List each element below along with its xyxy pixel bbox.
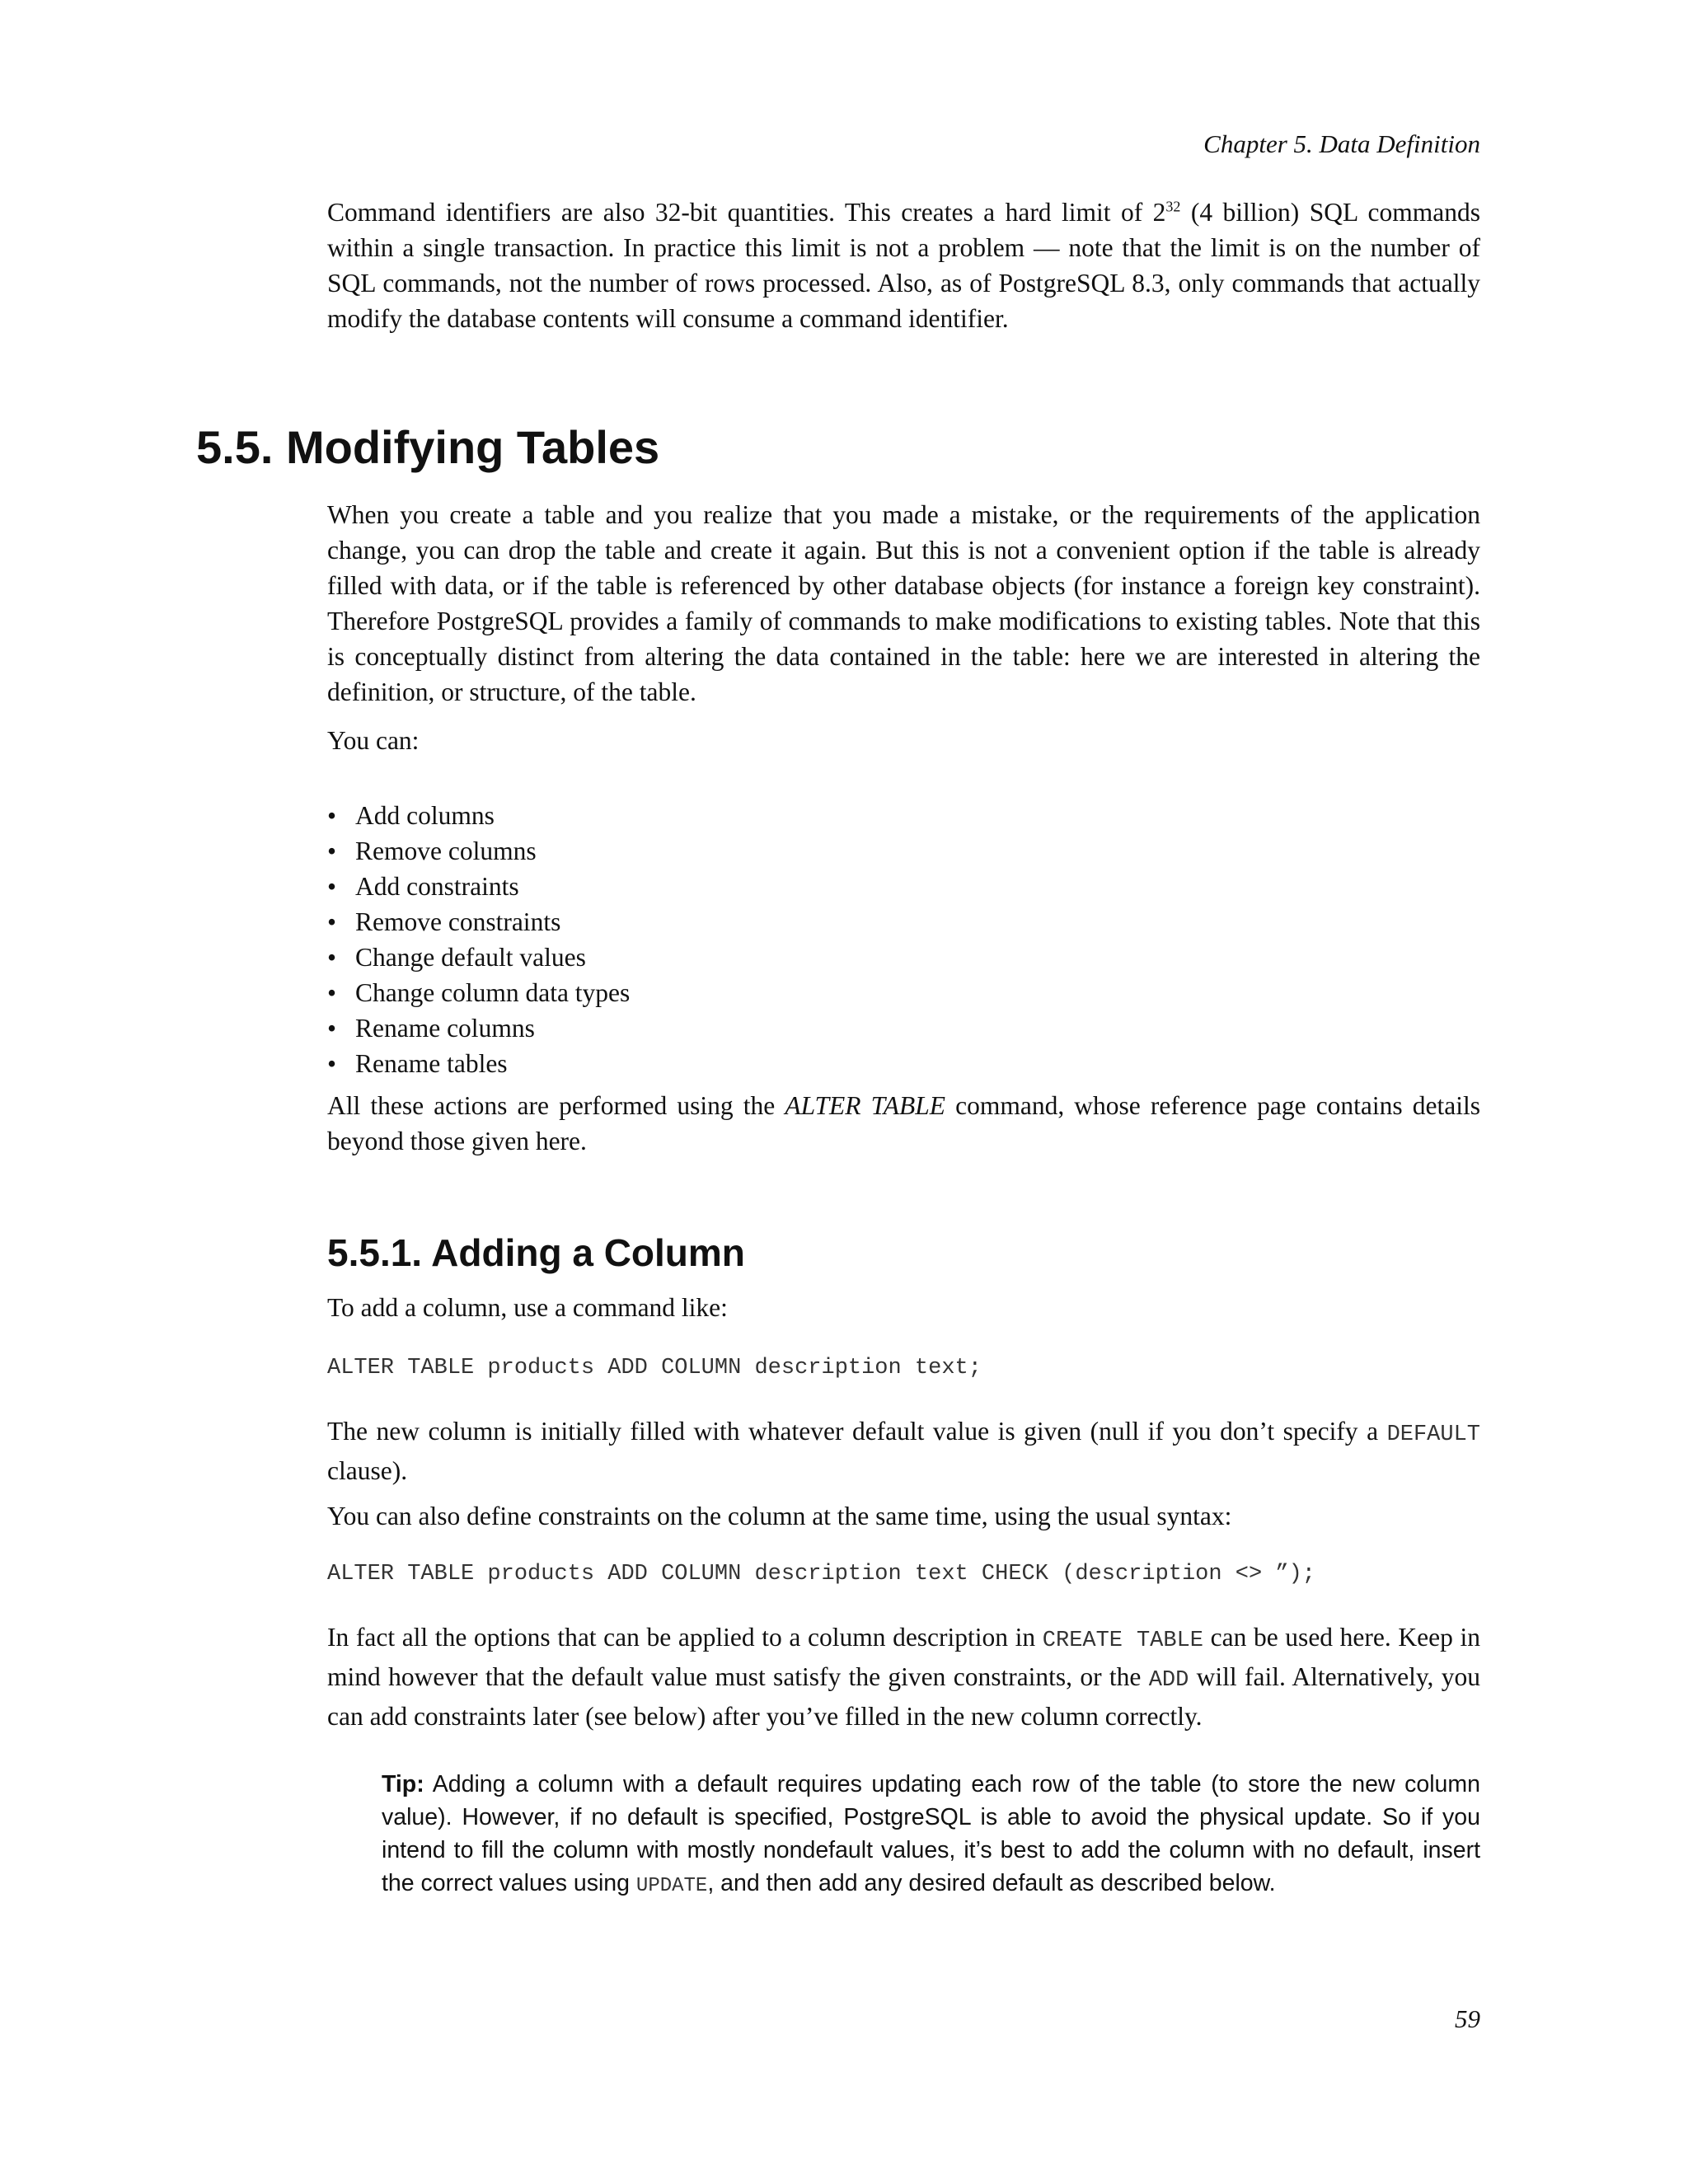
- bullet-glyph: •: [327, 801, 337, 830]
- section-paragraph-1: When you create a table and you realize that you made a mistake, or the requirements of the application change, you can drop the table and create it again. But this is not a convenient option if the table is already filled with data, or if the table is referenced by other database objects (for instance a foreign key constraint). Therefore PostgreSQL provides a family of commands to make modifications to existing tables. Note that this is conceptually distinct from altering the data contained in the table: here we are interested in altering the definition, or structure, of the table.: [327, 500, 1480, 706]
- list-item: [327, 798, 1480, 833]
- section-title: 5.5. Modifying Tables: [196, 421, 660, 473]
- intro-paragraph: [327, 194, 1480, 336]
- running-header: Chapter 5. Data Definition: [1203, 129, 1480, 158]
- intro-text-2: (4 billion) SQL commands within a single transaction. In practice this limit is not a problem — note that the limit is on the number of SQL commands, not the number of rows processed. Also, as of PostgreSQL 8.3, only commands that actually modify the database contents will consume a command identifier.: [327, 198, 1480, 333]
- bullet-glyph: •: [327, 943, 337, 972]
- intro-exponent: 32: [1165, 198, 1181, 215]
- tip-label: Tip:: [382, 1771, 424, 1797]
- constraints-paragraph: You can also define constraints on the column at the same time, using the usual syntax:: [327, 1502, 1232, 1530]
- options-text-2: can be used here. Keep in mind however that the default value must satisfy the given constraints, or the: [327, 1623, 1480, 1691]
- code-example-1: ALTER TABLE products ADD COLUMN description text;: [327, 1356, 982, 1380]
- list-item-text: Add columns: [355, 801, 495, 830]
- bullet-glyph: •: [327, 1014, 337, 1043]
- default-keyword: DEFAULT: [1386, 1422, 1480, 1447]
- alter-table-reference: ALTER TABLE: [785, 1091, 945, 1120]
- bullet-glyph: •: [327, 1049, 337, 1078]
- list-item-text: Rename columns: [355, 1014, 535, 1043]
- bullet-glyph: •: [327, 837, 337, 865]
- list-item-text: Remove columns: [355, 837, 537, 865]
- list-item-text: Change default values: [355, 943, 586, 972]
- you-can-text: You can:: [327, 726, 420, 755]
- create-table-keyword: CREATE TABLE: [1042, 1629, 1203, 1653]
- list-item: [327, 975, 1480, 1010]
- page-number: 59: [1455, 2004, 1480, 2033]
- modification-list: [327, 798, 1480, 1081]
- default-text-1: The new column is initially filled with whatever default value is given (null if you don’t specify a: [327, 1417, 1387, 1446]
- list-item: [327, 940, 1480, 975]
- intro-text-1: Command identifiers are also 32-bit quantities. This creates a hard limit of 2: [327, 198, 1166, 227]
- list-item: [327, 869, 1480, 904]
- subsection-lead: To add a column, use a command like:: [327, 1293, 728, 1322]
- options-paragraph: [327, 1619, 1480, 1734]
- list-item: [327, 1046, 1480, 1081]
- after-list-text-2: command, whose reference page contains details beyond those given here.: [327, 1091, 1481, 1155]
- update-keyword: UPDATE: [635, 1875, 708, 1897]
- subsection-title: 5.5.1. Adding a Column: [327, 1231, 745, 1274]
- bullet-glyph: •: [327, 872, 337, 901]
- options-text-1: In fact all the options that can be applied to a column description in: [327, 1623, 1043, 1652]
- code-example-2: ALTER TABLE products ADD COLUMN description text CHECK (description <> ”);: [327, 1562, 1315, 1586]
- add-keyword: ADD: [1148, 1668, 1189, 1693]
- default-paragraph: [327, 1413, 1480, 1488]
- bullet-glyph: •: [327, 907, 337, 936]
- list-item-text: Remove constraints: [355, 907, 561, 936]
- options-text-3: will fail. Alternatively, you can add constraints later (see below) after you’ve filled in the new column correctly.: [327, 1662, 1480, 1731]
- list-item-text: Rename tables: [355, 1049, 508, 1078]
- tip-box: [382, 1768, 1480, 1903]
- list-item-text: Change column data types: [355, 978, 631, 1007]
- tip-text-2: , and then add any desired default as described below.: [707, 1870, 1276, 1896]
- list-item-text: Add constraints: [355, 872, 519, 901]
- after-list-paragraph: [327, 1088, 1480, 1159]
- list-item: [327, 904, 1480, 940]
- bullet-glyph: •: [327, 978, 337, 1007]
- tip-text-1: Adding a column with a default requires updating each row of the table (to store the new column value). However, if no default is specified, PostgreSQL is able to avoid the physical update. So if you intend to fill the column with mostly nondefault values, it’s best to add the column with no default, insert the correct values using: [382, 1771, 1480, 1896]
- list-item: [327, 833, 1480, 869]
- after-list-text-1: All these actions are performed using the: [327, 1091, 785, 1120]
- default-text-2: clause).: [327, 1456, 408, 1485]
- list-item: [327, 1010, 1480, 1046]
